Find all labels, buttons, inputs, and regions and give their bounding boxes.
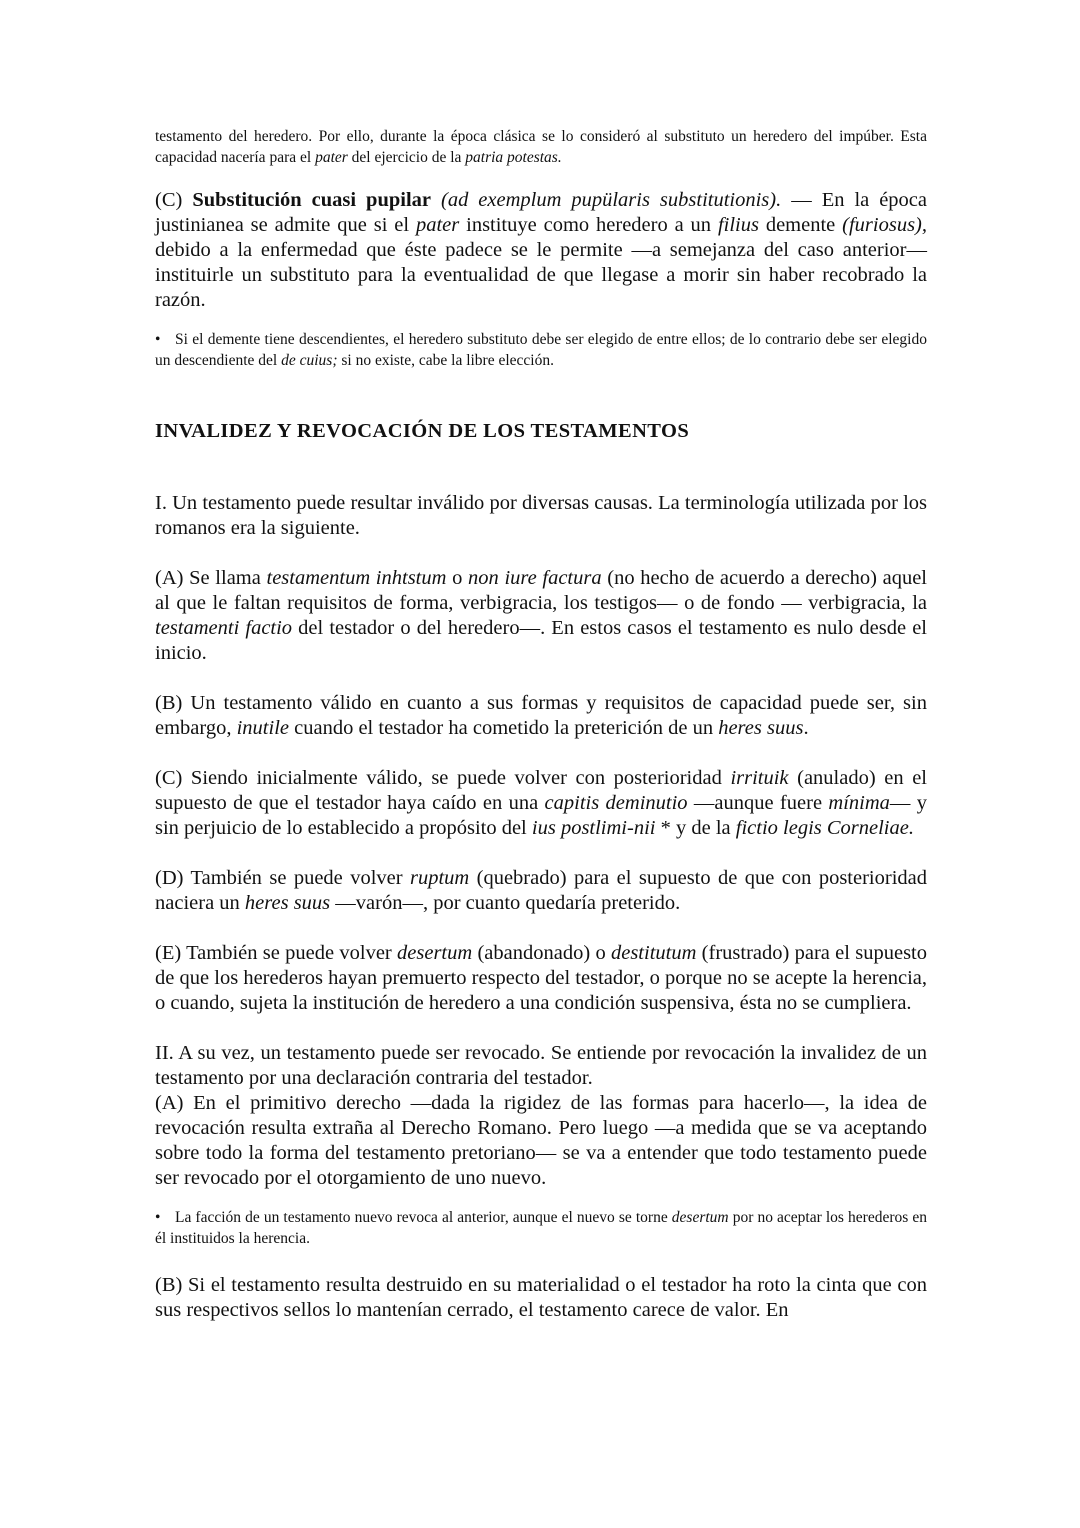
italic-term: testamentum inhtstum: [266, 567, 447, 589]
item-d-paragraph: [155, 866, 927, 916]
text: instituye como heredero a un: [459, 214, 718, 236]
italic-term: filius: [717, 214, 759, 236]
item-letter: (C): [155, 189, 193, 211]
text: del ejercicio de la: [347, 149, 466, 166]
text: —aunque fuere: [687, 792, 829, 814]
item-e-paragraph: [155, 941, 927, 1016]
italic-term: mínima: [828, 792, 890, 814]
italic-term: desertum: [397, 942, 473, 964]
italic-term: non iure factura: [468, 567, 602, 589]
italic-term: ruptum: [409, 867, 470, 889]
italic-term: heres suus: [718, 717, 804, 739]
italic-term: de cuius;: [281, 352, 338, 369]
text: (D) También se puede volver: [155, 867, 410, 889]
text: —varón—, por cuanto quedaría preterido.: [330, 892, 681, 914]
document-page: [155, 126, 927, 1323]
text: del testador o del heredero—. En estos casos el testamento es nulo desde el inicio.: [155, 617, 927, 664]
text: Si el demente tiene descendientes, el heredero substituto debe ser elegido de entre ellos; de lo contrario debe ser elegido un descendiente del: [155, 331, 927, 369]
italic-term: patria potestas.: [465, 149, 562, 166]
part-two-item-b: (B) Si el testamento resulta destruido en su materialidad o el testador ha roto la cinta que con sus respectivos sellos lo mantenían cerrado, el testamento carece de valor. En: [155, 1274, 927, 1321]
cuasi-pupilar-paragraph: [155, 188, 927, 313]
italic-term: ius postlimi-nii: [531, 817, 656, 839]
text: si no existe, cabe la libre elección.: [337, 352, 554, 369]
note-paragraph-2: [155, 1207, 927, 1249]
text: (A) Se llama: [155, 567, 267, 589]
text: * y de la: [655, 817, 736, 839]
text: (abandonado) o: [472, 942, 611, 964]
italic-term: pater: [415, 214, 460, 236]
part-two-intro: II. A su vez, un testamento puede ser revocado. Se entiende por revocación la invalidez de un testamento por una declaración contraria del testador.: [155, 1042, 927, 1089]
text: (quebrado) para el supuesto de que con posterioridad naciera un: [155, 867, 927, 914]
text: — y sin perjuicio de lo establecido a propósito del: [155, 792, 927, 839]
section-title: Substitución cuasi pupilar: [192, 189, 432, 211]
italic-term: desertum: [671, 1209, 729, 1226]
text: La facción de un testamento nuevo revoca al anterior, aunque el nuevo se torne: [175, 1209, 672, 1226]
italic-term: capitis deminutio: [544, 792, 688, 814]
italic-term: inutile: [236, 717, 289, 739]
text: (frustrado) para el supuesto de que los herederos hayan premuerto respecto del testador, o porque no se acepte la herencia, o cuando, sujeta la institución de heredero a una condición suspensiva, ésta no se cumpliera.: [155, 942, 927, 1014]
italic-term: (ad exemplum pupülaris substitutionis).: [431, 189, 782, 211]
text: (B) Un testamento válido en cuanto a sus formas y requisitos de capacidad puede ser, sin embargo,: [155, 692, 927, 739]
part-one-intro: I. Un testamento puede resultar inválido por diversas causas. La terminología utilizada por los romanos era la siguiente.: [155, 492, 927, 539]
text: — En la época justinianea se admite que si el: [155, 189, 928, 236]
italic-term: testamenti factio: [155, 617, 293, 639]
item-c-paragraph: [155, 766, 927, 841]
italic-term: heres suus: [244, 892, 331, 914]
text: (no hecho de acuerdo a derecho) aquel al que le faltan requisitos de forma, verbigracia, los testigos— o de fondo — verbigracia, la: [155, 567, 927, 614]
text: por no aceptar los herederos en él instituidos la herencia.: [155, 1209, 927, 1247]
text: cuando el testador ha cometido la preterición de un: [289, 717, 719, 739]
italic-term: destitutum: [610, 942, 697, 964]
item-b-paragraph: [155, 691, 927, 741]
italic-term: fictio legis Corneliae.: [735, 817, 914, 839]
italic-term: (furiosus),: [842, 214, 927, 236]
italic-term: irrituik: [730, 767, 789, 789]
intro-paragraph: [155, 126, 927, 168]
text: (anulado) en el supuesto de que el testador haya caído en una: [155, 767, 927, 814]
text: testamento del heredero. Por ello, durante la época clásica se lo consideró al substituto un heredero del impúber. Esta capacidad nacería para el: [155, 128, 927, 166]
section-heading: INVALIDEZ Y REVOCACIÓN DE LOS TESTAMENTOS: [155, 420, 690, 442]
text: o: [446, 567, 469, 589]
note-paragraph-1: [155, 329, 927, 371]
text: (C) Siendo inicialmente válido, se puede volver con posterioridad: [155, 767, 731, 789]
text: debido a la enfermedad que éste padece se le permite —a semejanza del caso anterior— instituirle un substituto para la eventualidad de que llegase a morir sin haber recobrado la razón.: [155, 239, 927, 311]
item-a-paragraph: [155, 566, 927, 666]
part-two-item-a: (A) En el primitivo derecho —dada la rigidez de las formas para hacerlo—, la idea de revocación resulta extraña al Derecho Romano. Pero luego —a medida que se va aceptando sobre todo la forma del testamento pretoriano— se va a entender que todo testamento puede ser revocado por el otorgamiento de uno nuevo.: [155, 1092, 927, 1189]
text: demente: [758, 214, 843, 236]
italic-term: pater: [315, 149, 348, 166]
bullet: •: [155, 1209, 161, 1226]
text: .: [803, 717, 809, 739]
bullet: •: [155, 331, 161, 348]
text: (E) También se puede volver: [155, 942, 398, 964]
